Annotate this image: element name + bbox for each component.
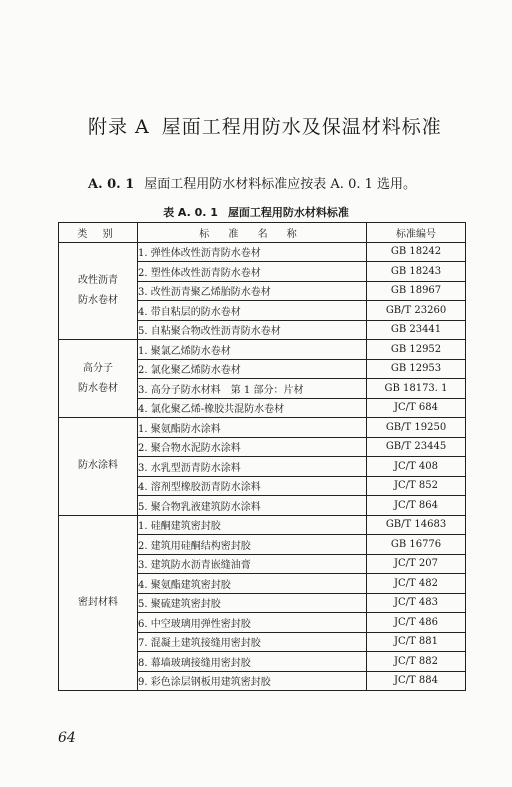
standard-code-cell: GB 18967 xyxy=(367,281,466,301)
standard-name-cell: 3. 水乳型沥青防水涂料 xyxy=(138,457,367,477)
standard-code-cell: JC/T 864 xyxy=(367,496,466,516)
category-label: 改性沥青 xyxy=(78,274,118,286)
category-cell xyxy=(59,515,138,691)
table-row xyxy=(59,515,466,535)
standard-name-cell: 8. 幕墙玻璃接缝用密封胶 xyxy=(138,652,367,672)
standard-name-cell: 5. 聚合物乳液建筑防水涂料 xyxy=(138,496,367,516)
appendix-title xyxy=(88,112,442,139)
appendix-heading: 屋面工程用防水及保温材料标准 xyxy=(161,116,442,138)
standard-name-cell: 3. 建筑防水沥青嵌缝油膏 xyxy=(138,554,367,574)
standard-name-cell: 2. 塑性体改性沥青防水卷材 xyxy=(138,262,367,282)
standard-code-cell: GB/T 19250 xyxy=(367,418,466,438)
standard-name-cell: 1. 弹性体改性沥青防水卷材 xyxy=(138,242,367,262)
standard-name-cell: 2. 建筑用硅酮结构密封胶 xyxy=(138,535,367,555)
category-label: 防水卷材 xyxy=(78,382,118,394)
category-cell xyxy=(59,340,138,418)
clause-number: A. 0. 1 xyxy=(88,177,135,192)
table-row xyxy=(59,340,466,360)
table-header-row xyxy=(59,223,466,243)
category-label: 防水涂料 xyxy=(78,460,118,472)
standard-name-cell: 4. 溶剂型橡胶沥青防水涂料 xyxy=(138,476,367,496)
standards-table xyxy=(58,222,466,691)
category-label: 高分子 xyxy=(83,362,113,374)
standard-name-cell: 6. 中空玻璃用弹性密封胶 xyxy=(138,613,367,633)
header-standard-code: 标准编号 xyxy=(367,223,466,243)
clause-paragraph xyxy=(88,173,416,192)
table-row xyxy=(59,418,466,438)
standard-name-cell: 5. 聚硫建筑密封胶 xyxy=(138,593,367,613)
standard-name-cell: 2. 聚合物水泥防水涂料 xyxy=(138,437,367,457)
standard-code-cell: GB 18242 xyxy=(367,242,466,262)
standard-name-cell: 4. 氯化聚乙烯-橡胶共混防水卷材 xyxy=(138,398,367,418)
standard-name-cell: 3. 高分子防水材料 第 1 部分：片材 xyxy=(138,379,367,399)
standard-code-cell: JC/T 207 xyxy=(367,554,466,574)
category-label: 防水卷材 xyxy=(78,294,118,306)
standard-name-cell: 1. 聚氯乙烯防水卷材 xyxy=(138,340,367,360)
standard-code-cell: GB/T 23445 xyxy=(367,437,466,457)
table-caption-title: 屋面工程用防水材料标准 xyxy=(227,206,349,219)
standard-code-cell: GB 16776 xyxy=(367,535,466,555)
standard-code-cell: JC/T 882 xyxy=(367,652,466,672)
table-body xyxy=(59,242,466,691)
standard-code-cell: GB 23441 xyxy=(367,320,466,340)
header-category: 类 别 xyxy=(59,223,138,243)
standard-code-cell: JC/T 881 xyxy=(367,632,466,652)
table-caption xyxy=(0,204,512,220)
standard-code-cell: JC/T 684 xyxy=(367,398,466,418)
standard-name-cell: 1. 硅酮建筑密封胶 xyxy=(138,515,367,535)
header-standard-name: 标 准 名 称 xyxy=(138,223,367,243)
standard-name-cell: 7. 混凝土建筑接缝用密封胶 xyxy=(138,632,367,652)
standard-code-cell: JC/T 884 xyxy=(367,671,466,691)
standard-code-cell: GB 12953 xyxy=(367,359,466,379)
standard-name-cell: 3. 改性沥青聚乙烯胎防水卷材 xyxy=(138,281,367,301)
category-cell xyxy=(59,242,138,340)
standard-name-cell: 5. 自粘聚合物改性沥青防水卷材 xyxy=(138,320,367,340)
standard-code-cell: JC/T 483 xyxy=(367,593,466,613)
standard-name-cell: 1. 聚氨酯防水涂料 xyxy=(138,418,367,438)
page-number: 64 xyxy=(58,730,76,746)
table-caption-number: 表 A. 0. 1 xyxy=(163,206,218,219)
standard-name-cell: 4. 带自粘层的防水卷材 xyxy=(138,301,367,321)
clause-text: 屋面工程用防水材料标准应按表 A. 0. 1 选用。 xyxy=(144,177,417,192)
standard-code-cell: JC/T 486 xyxy=(367,613,466,633)
standard-code-cell: GB 12952 xyxy=(367,340,466,360)
category-cell xyxy=(59,418,138,516)
standard-name-cell: 4. 聚氨酯建筑密封胶 xyxy=(138,574,367,594)
standard-name-cell: 9. 彩色涂层钢板用建筑密封胶 xyxy=(138,671,367,691)
standard-code-cell: GB 18173. 1 xyxy=(367,379,466,399)
table-row xyxy=(59,242,466,262)
standard-code-cell: GB/T 23260 xyxy=(367,301,466,321)
category-label: 密封材料 xyxy=(78,596,118,608)
standard-code-cell: GB 18243 xyxy=(367,262,466,282)
standard-code-cell: JC/T 408 xyxy=(367,457,466,477)
standard-code-cell: JC/T 852 xyxy=(367,476,466,496)
standard-code-cell: GB/T 14683 xyxy=(367,515,466,535)
standard-name-cell: 2. 氯化聚乙烯防水卷材 xyxy=(138,359,367,379)
standard-code-cell: JC/T 482 xyxy=(367,574,466,594)
appendix-label: 附录 A xyxy=(88,116,150,138)
